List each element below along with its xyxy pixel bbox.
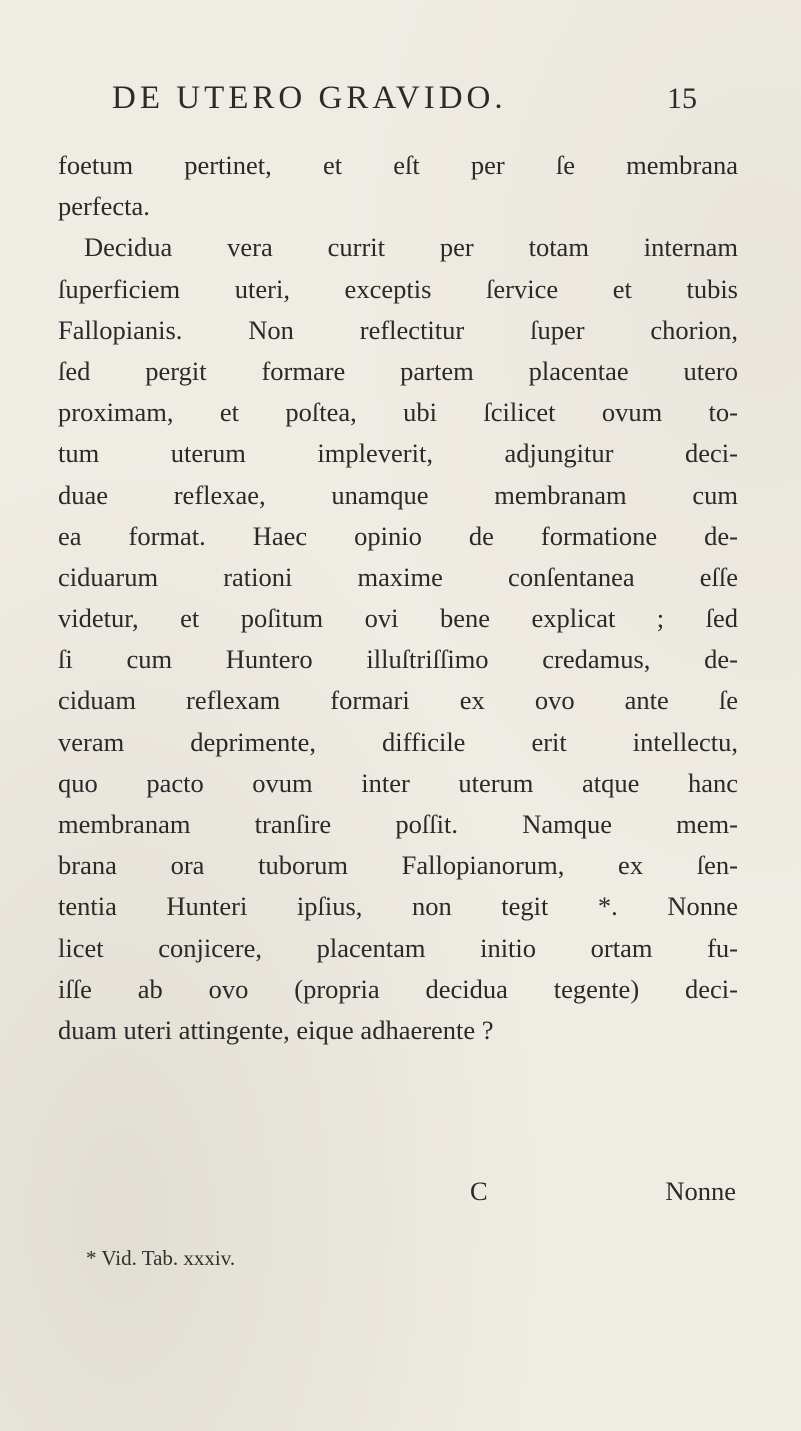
- text-line: iſſe ab ovo (propria decidua tegente) deci-: [58, 973, 738, 1004]
- text-line: ea format. Haec opinio de formatione de-: [58, 520, 738, 551]
- text-line: ſi cum Huntero illuſtriſſimo credamus, de-: [58, 644, 738, 675]
- running-head: [112, 80, 697, 124]
- text-line: tentia Hunteri ipſius, non tegit *. Nonne: [58, 891, 738, 922]
- text-line: duae reflexae, unamque membranam cum: [58, 479, 738, 510]
- text-line: ſed pergit formare partem placentae utero: [58, 355, 738, 386]
- text-line: foetum pertinet, et eſt per ſe membrana: [58, 150, 738, 180]
- page-number: 15: [667, 82, 697, 115]
- catchword: Nonne: [665, 1176, 736, 1206]
- text-line: proximam, et poſtea, ubi ſcilicet ovum to-: [58, 397, 738, 428]
- text-line: Fallopianis. Non reflectitur ſuper chorion,: [58, 314, 738, 345]
- text-line: tum uterum impleverit, adjungitur deci-: [58, 438, 738, 469]
- text-line: duam uteri attingente, eique adhaerente ?: [58, 1014, 494, 1045]
- text-line: perfecta.: [58, 191, 150, 222]
- footnote: * Vid. Tab. xxxiv.: [86, 1246, 236, 1270]
- text-line: brana ora tuborum Fallopianorum, ex ſen-: [58, 850, 738, 881]
- running-head-title: DE UTERO GRAVIDO.: [112, 80, 507, 116]
- text-line: ciduarum rationi maxime conſentanea eſſe: [58, 561, 738, 592]
- text-line: membranam tranſire poſſit. Namque mem-: [58, 809, 738, 839]
- text-line: Decidua vera currit per totam internam: [84, 232, 738, 263]
- text-line: quo pacto ovum inter uterum atque hanc: [58, 767, 738, 798]
- body-text: [58, 145, 738, 1051]
- catchword-line: [58, 1176, 738, 1216]
- text-line: veram deprimente, difficile erit intellectu,: [58, 726, 738, 757]
- signature-mark: C: [470, 1176, 488, 1206]
- text-line: ciduam reflexam formari ex ovo ante ſe: [58, 685, 738, 716]
- text-line: ſuperficiem uteri, exceptis ſervice et tubis: [58, 273, 738, 304]
- text-line: videtur, et poſitum ovi bene explicat ; ſed: [58, 603, 738, 634]
- text-line: licet conjicere, placentam initio ortam fu-: [58, 932, 738, 963]
